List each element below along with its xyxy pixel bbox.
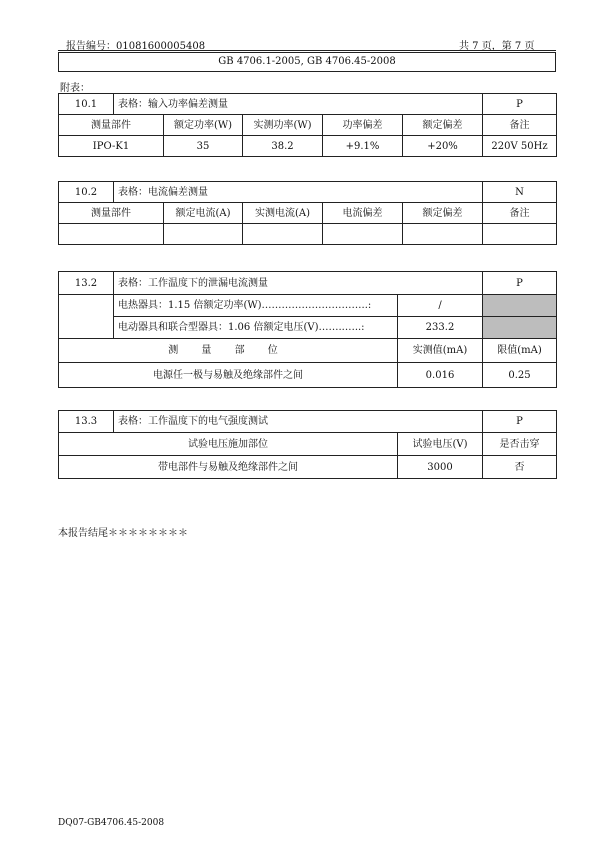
cell-part: IPO-K1 [59, 136, 164, 157]
blank-cell [59, 317, 114, 339]
motor-value: 233.2 [398, 317, 483, 339]
cell-position: 电源任一极与易触及绝缘部件之间 [59, 363, 398, 388]
measured-header: 实测值(mA) [398, 339, 483, 363]
limit-header: 限值(mA) [483, 339, 557, 363]
page-info: 共 7 页，第 7 页 [459, 41, 535, 52]
col-header: 测量部件 [59, 203, 164, 224]
clause-10-2: 10.2 [59, 182, 114, 203]
cell-measured-power: 38.2 [243, 136, 323, 157]
cell-rated-power: 35 [164, 136, 243, 157]
heater-value: / [398, 295, 483, 317]
title-13-3: 表格：工作温度下的电气强度测试 [114, 411, 483, 433]
measure-pos-header: 测 量 部 位 [59, 339, 398, 363]
standard-box [58, 52, 556, 72]
col-header: 额定偏差 [403, 115, 483, 136]
motor-label: 电动器具和联合型器具：1.06 倍额定电压(V)……..…..: [114, 317, 398, 339]
verdict-13-3: P [483, 411, 557, 433]
table-row [59, 224, 557, 245]
cell-power-deviation: +9.1% [323, 136, 403, 157]
table-row [59, 363, 557, 388]
table-10-1 [58, 93, 557, 157]
col-header: 试验电压施加部位 [59, 433, 398, 456]
col-header: 额定电流(A) [164, 203, 243, 224]
empty-cell [243, 224, 323, 245]
blank-cell [59, 295, 114, 317]
cell-limit: 0.25 [483, 363, 557, 388]
table-13-3 [58, 410, 557, 479]
heater-label: 电热器具：1.15 倍额定功率(W)…………………………..: [114, 295, 398, 317]
clause-13-3: 13.3 [59, 411, 114, 433]
title-10-1: 表格：输入功率偏差测量 [114, 94, 483, 115]
clause-13-2: 13.2 [59, 272, 114, 295]
col-header: 实测电流(A) [243, 203, 323, 224]
shaded-cell [483, 317, 557, 339]
table-10-2 [58, 181, 557, 245]
empty-cell [483, 224, 557, 245]
cell-voltage: 3000 [398, 456, 483, 479]
cell-position: 带电部件与易触及绝缘部件之间 [59, 456, 398, 479]
shaded-cell [483, 295, 557, 317]
standard-text: GB 4706.1-2005, GB 4706.45-2008 [218, 56, 396, 67]
title-10-2: 表格：电流偏差测量 [114, 182, 483, 203]
col-header: 电流偏差 [323, 203, 403, 224]
end-note: 本报告结尾＊＊＊＊＊＊＊＊ [58, 528, 188, 539]
col-header: 额定功率(W) [164, 115, 243, 136]
col-header: 实测功率(W) [243, 115, 323, 136]
col-header: 测量部件 [59, 115, 164, 136]
header-rule [58, 50, 556, 51]
empty-cell [323, 224, 403, 245]
col-header: 是否击穿 [483, 433, 557, 456]
col-header: 试验电压(V) [398, 433, 483, 456]
table-13-2 [58, 271, 557, 388]
cell-rated-deviation: +20% [403, 136, 483, 157]
verdict-13-2: P [483, 272, 557, 295]
title-13-2: 表格：工作温度下的泄漏电流测量 [114, 272, 483, 295]
clause-10-1: 10.1 [59, 94, 114, 115]
empty-cell [403, 224, 483, 245]
footer-code: DQ07-GB4706.45-2008 [58, 818, 165, 828]
empty-cell [164, 224, 243, 245]
table-row [59, 456, 557, 479]
cell-breakdown: 否 [483, 456, 557, 479]
report-number: 报告编号：01081600005408 [66, 41, 206, 52]
verdict-10-1: P [483, 94, 557, 115]
cell-measured: 0.016 [398, 363, 483, 388]
col-header: 额定偏差 [403, 203, 483, 224]
table-row [59, 136, 557, 157]
appendix-label: 附表： [60, 83, 90, 94]
col-header: 备注 [483, 203, 557, 224]
empty-cell [59, 224, 164, 245]
verdict-10-2: N [483, 182, 557, 203]
cell-remark: 220V 50Hz [483, 136, 557, 157]
col-header: 功率偏差 [323, 115, 403, 136]
col-header: 备注 [483, 115, 557, 136]
